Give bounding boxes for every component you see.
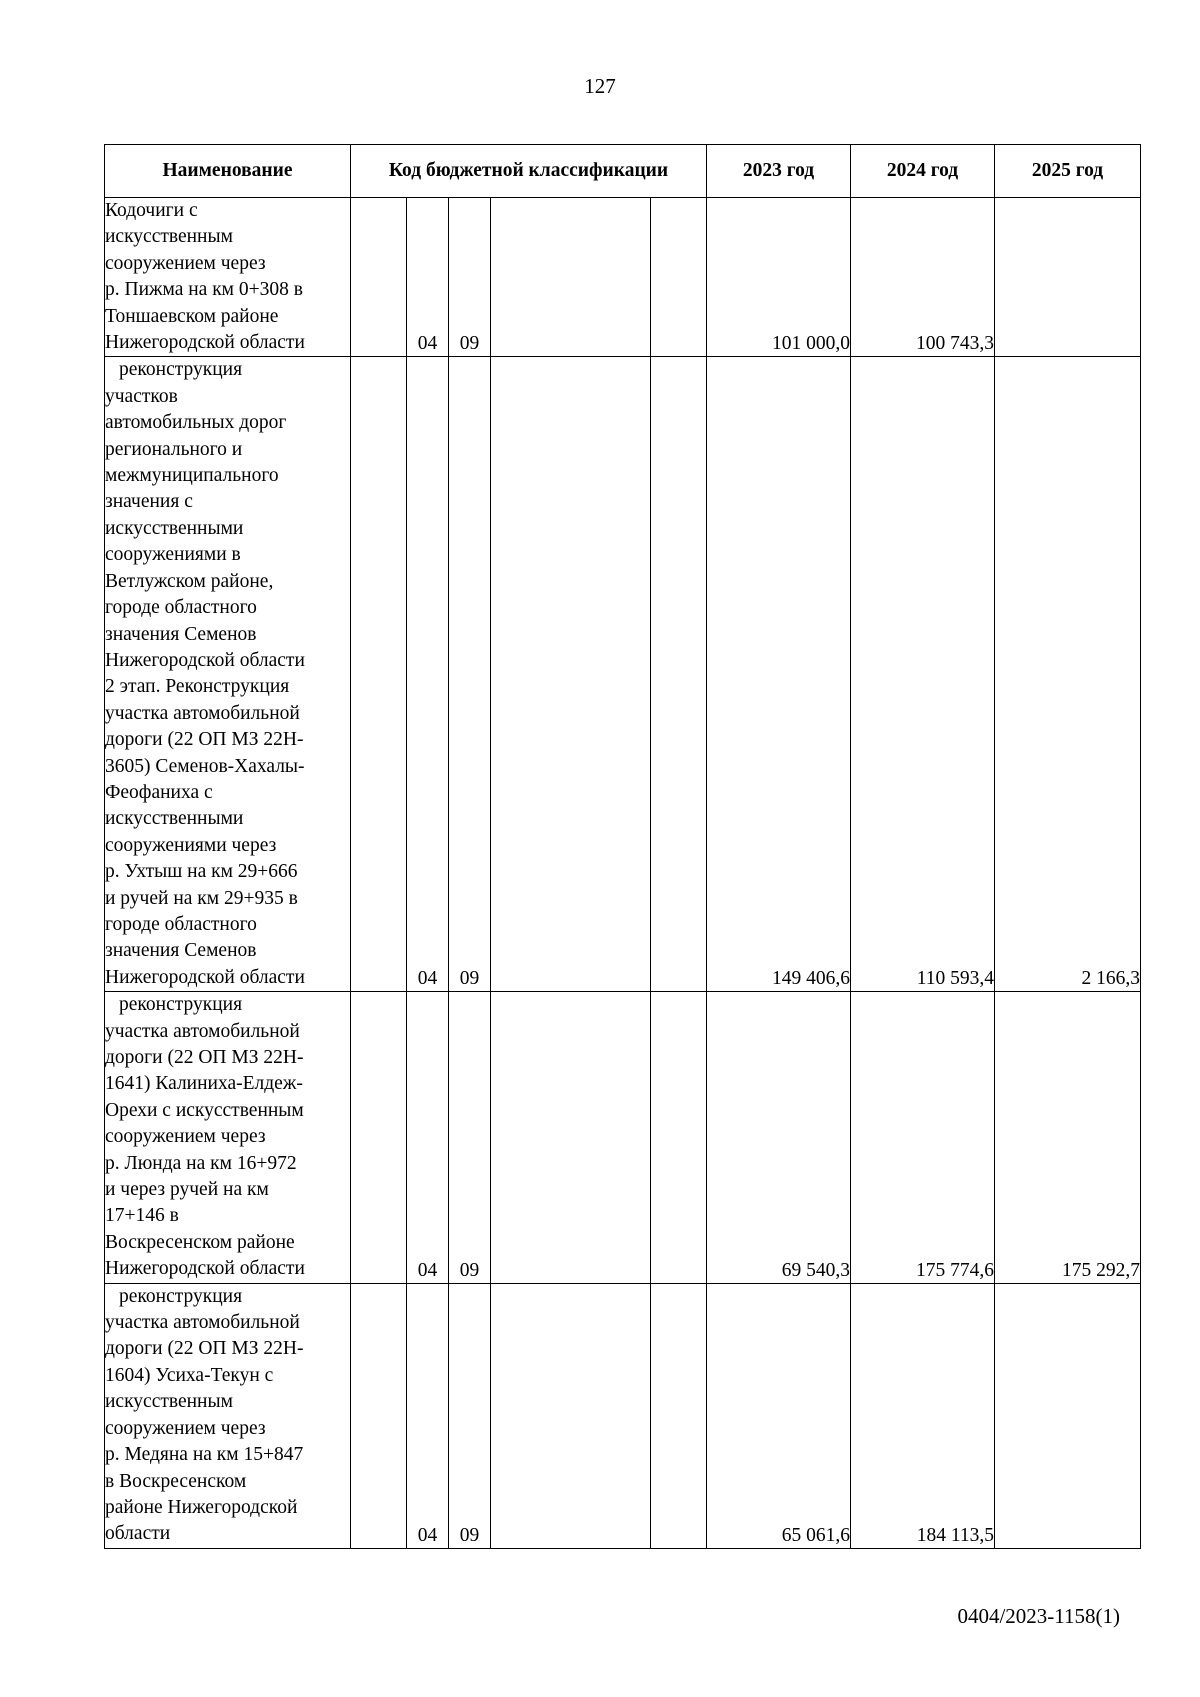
name-line: сооружениями через — [105, 834, 277, 856]
code-target — [491, 357, 651, 992]
row-name — [105, 198, 351, 357]
name-line: Орехи с искусственным — [105, 1099, 304, 1121]
name-line: Нижегородской области — [105, 649, 305, 671]
name-line: Тоншаевском районе — [105, 305, 279, 327]
value-2025: 175 292,7 — [995, 992, 1141, 1283]
code-blank — [351, 357, 407, 992]
value-2024: 100 743,3 — [851, 198, 995, 357]
name-line: дороги (22 ОП МЗ 22Н- — [105, 1338, 304, 1360]
name-line: искусственными — [105, 517, 244, 539]
name-line: 1641) Калиниха-Елдеж- — [105, 1073, 303, 1095]
header-2025: 2025 год — [995, 145, 1141, 198]
name-line: значения Семенов — [105, 940, 257, 962]
name-line: районе Нижегородской — [105, 1496, 298, 1518]
code-type — [651, 992, 707, 1283]
value-2023: 65 061,6 — [707, 1283, 851, 1548]
value-2025 — [995, 1283, 1141, 1548]
name-line: участка автомобильной — [105, 1020, 300, 1042]
name-line: дороги (22 ОП МЗ 22Н- — [105, 729, 304, 751]
value-2024: 184 113,5 — [851, 1283, 995, 1548]
code-blank — [351, 992, 407, 1283]
name-line: Кодочиги с — [105, 200, 198, 221]
name-line: р. Медяна на км 15+847 — [105, 1444, 304, 1466]
name-line: р. Пижма на км 0+308 в — [105, 279, 303, 301]
name-line: и ручей на км 29+935 в — [105, 887, 298, 909]
name-line: искусственным — [105, 226, 233, 248]
value-2024: 175 774,6 — [851, 992, 995, 1283]
row-name — [105, 992, 351, 1283]
header-2024: 2024 год — [851, 145, 995, 198]
name-line: Ветлужском районе, — [105, 570, 274, 592]
code-subsection: 09 — [449, 1283, 491, 1548]
document-code: 0404/2023-1158(1) — [957, 1604, 1120, 1628]
name-line: и через ручей на км — [105, 1179, 269, 1201]
name-line: реконструкция — [119, 994, 243, 1016]
name-line: реконструкция — [119, 359, 243, 381]
name-line: сооружениями в — [105, 544, 241, 566]
name-line: значения с — [105, 491, 193, 513]
page-number: 127 — [584, 74, 616, 98]
name-line: Нижегородской области — [105, 332, 305, 354]
name-line: сооружением через — [105, 252, 266, 274]
code-target — [491, 198, 651, 357]
code-type — [651, 198, 707, 357]
name-line: 1604) Усиха-Текун с — [105, 1364, 274, 1386]
budget-table — [104, 144, 1141, 1549]
name-line: Феофаниха с — [105, 781, 213, 803]
code-blank — [351, 198, 407, 357]
value-2023: 101 000,0 — [707, 198, 851, 357]
name-line: участка автомобильной — [105, 702, 300, 724]
header-code: Код бюджетной классификации — [351, 145, 707, 198]
name-line: р. Ухтыш на км 29+666 — [105, 861, 298, 883]
row-name — [105, 357, 351, 992]
header-2023: 2023 год — [707, 145, 851, 198]
name-line: регионального и — [105, 438, 243, 460]
name-line: области — [105, 1523, 171, 1545]
name-line: искусственными — [105, 808, 244, 830]
value-2025 — [995, 198, 1141, 357]
name-line: Воскресенском районе — [105, 1231, 295, 1253]
header-row — [105, 145, 1141, 198]
name-line: городе областного — [105, 913, 257, 935]
name-line: автомобильных дорог — [105, 412, 287, 434]
code-section: 04 — [407, 198, 449, 357]
code-section: 04 — [407, 1283, 449, 1548]
name-line: Нижегородской области — [105, 966, 305, 988]
code-subsection: 09 — [449, 357, 491, 992]
table-row — [105, 198, 1141, 357]
name-line: участка автомобильной — [105, 1312, 300, 1334]
name-line: Нижегородской области — [105, 1258, 305, 1280]
name-line: городе областного — [105, 597, 257, 619]
code-target — [491, 1283, 651, 1548]
table-row — [105, 1283, 1141, 1548]
name-line: реконструкция — [119, 1285, 243, 1307]
code-target — [491, 992, 651, 1283]
name-line: участков — [105, 385, 178, 407]
name-line: сооружением через — [105, 1417, 266, 1439]
name-line: 2 этап. Реконструкция — [105, 676, 290, 698]
code-subsection: 09 — [449, 992, 491, 1283]
name-line: 17+146 в — [105, 1205, 179, 1227]
value-2025: 2 166,3 — [995, 357, 1141, 992]
code-section: 04 — [407, 357, 449, 992]
name-line: сооружением через — [105, 1126, 266, 1148]
code-blank — [351, 1283, 407, 1548]
code-type — [651, 357, 707, 992]
value-2023: 149 406,6 — [707, 357, 851, 992]
value-2024: 110 593,4 — [851, 357, 995, 992]
row-name — [105, 1283, 351, 1548]
name-line: в Воскресенском — [105, 1470, 247, 1492]
name-line: искусственным — [105, 1391, 233, 1413]
table-row — [105, 992, 1141, 1283]
header-name: Наименование — [105, 145, 351, 198]
code-type — [651, 1283, 707, 1548]
name-line: р. Люнда на км 16+972 — [105, 1152, 297, 1174]
value-2023: 69 540,3 — [707, 992, 851, 1283]
code-section: 04 — [407, 992, 449, 1283]
name-line: значения Семенов — [105, 623, 257, 645]
name-line: 3605) Семенов-Хахалы- — [105, 755, 305, 777]
name-line: межмуниципального — [105, 465, 279, 487]
table-row — [105, 357, 1141, 992]
code-subsection: 09 — [449, 198, 491, 357]
name-line: дороги (22 ОП МЗ 22Н- — [105, 1047, 304, 1068]
